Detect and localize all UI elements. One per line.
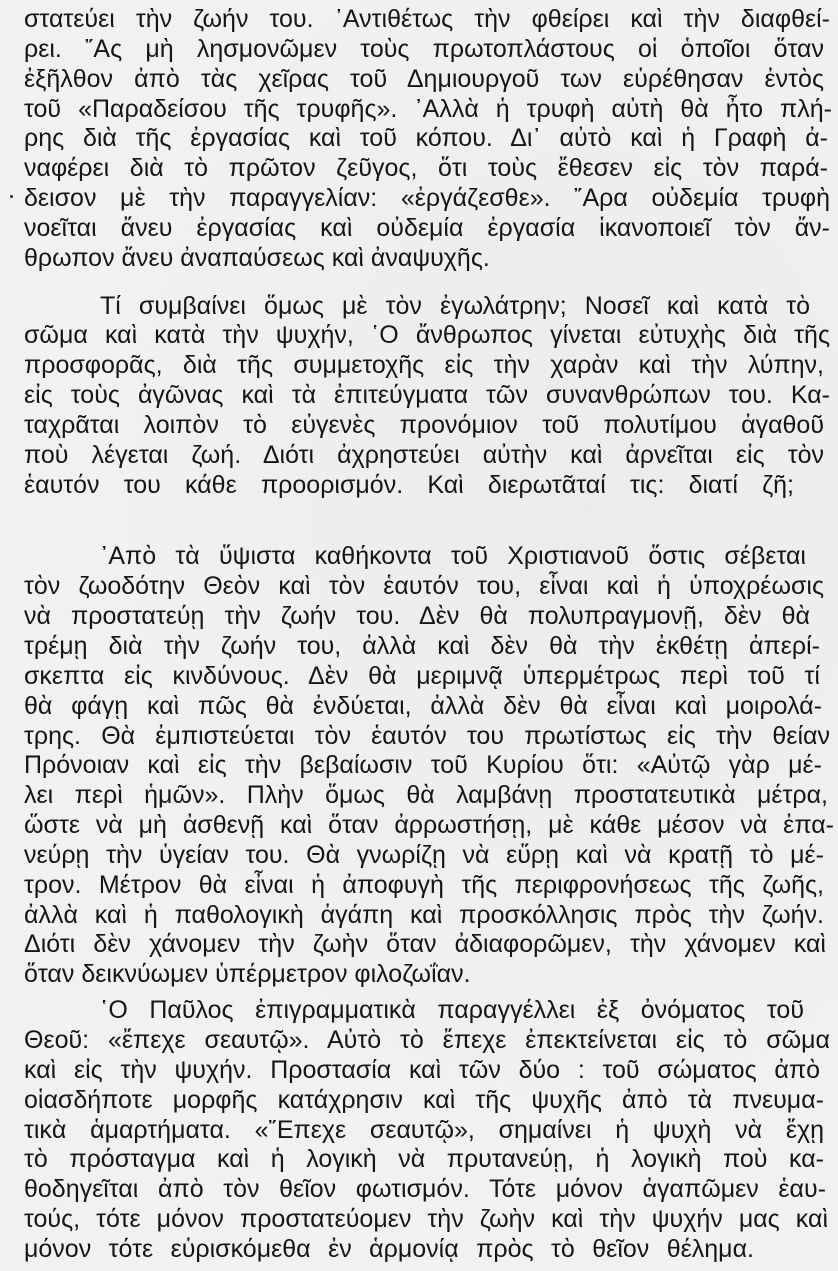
text-line	[0, 34, 838, 64]
text-line	[0, 1055, 838, 1085]
text-line-content: Διότι δὲν χάνομεν τὴν ζωὴν ὅταν ἀδιαφορῶμεν, τὴν χάνομεν καὶ	[24, 930, 826, 958]
text-line-content: τρον. Μέτρον θὰ εἶναι ἡ ἀποφυγὴ τῆς περιφρονήσεως τῆς ζωῆς,	[24, 871, 824, 899]
text-line-content: ἀλλὰ καὶ ἡ παθολογικὴ ἀγάπη καὶ προσκόλλησις πρὸς τὴν ζωήν.	[24, 901, 824, 929]
text-line-content: θὰ φάγῃ καὶ πῶς θὰ ἐνδύεται, ἀλλὰ δὲν θὰ εἶναι καὶ μοιρολά-	[24, 692, 822, 720]
text-line-content: ἑαυτόν του κάθε προορισμόν. Καὶ διερωτᾶταί τις: διατί ζῆ;	[24, 471, 794, 499]
text-line-content: ὅταν δεικνύωμεν ὑπέρμετρον φιλοζωΐαν.	[24, 960, 471, 988]
text-line	[0, 1204, 838, 1234]
text-line-content: ὥστε νὰ μὴ ἀσθενῇ καὶ ὅταν ἀρρωστήσῃ, μὲ κάθε μέσον νὰ ἐπα-	[24, 811, 834, 839]
text-line-content: θοδηγεῖται ἀπὸ τὸν θεῖον φωτισμόν. Τότε μόνον ἀγαπῶμεν ἑαυ-	[24, 1175, 826, 1203]
text-line	[0, 320, 838, 350]
text-line-content: εἰς τοὺς ἀγῶνας καὶ τὰ ἐπιτεύγματα τῶν συνανθρώπων του. Κα-	[24, 381, 830, 409]
text-line-content: ῾Ο Παῦλος ἐπιγραμματικὰ παραγγέλλει ἐξ ὀνόματος τοῦ	[100, 996, 804, 1024]
text-line	[0, 1144, 838, 1174]
text-line-content: Τί συμβαίνει ὅμως μὲ τὸν ἐγωλάτρην; Νοσεῖ καὶ κατὰ τὸ	[100, 292, 810, 320]
text-line	[0, 64, 838, 94]
text-line-content: τρέμῃ διὰ τὴν ζωήν του, ἀλλὰ καὶ δὲν θὰ τὴν ἐκθέτῃ ἀπερί-	[24, 632, 820, 660]
text-line	[0, 541, 838, 571]
text-line-content: τὸ πρόσταγμα καὶ ἡ λογικὴ νὰ πρυτανεύῃ, ἡ λογικὴ ποὺ κα-	[24, 1145, 824, 1173]
text-line	[0, 810, 838, 840]
text-line	[0, 291, 838, 321]
text-line-content: τούς, τότε μόνον προστατεύομεν τὴν ζωὴν καὶ τὴν ψυχήν μας καὶ	[24, 1205, 828, 1233]
text-line-content: τικὰ ἁμαρτήματα. «῎Επεχε σεαυτῷ», σημαίνει ἡ ψυχὴ νὰ ἔχῃ	[24, 1116, 824, 1144]
text-line-content: λει περὶ ἡμῶν». Πλὴν ὅμως θὰ λαμβάνῃ προστατευτικὰ μέτρα,	[24, 781, 828, 809]
text-line	[0, 153, 838, 183]
text-line	[0, 601, 838, 631]
text-line	[0, 123, 838, 153]
text-line	[0, 94, 838, 124]
text-line-content: θρωπον ἄνευ ἀναπαύσεως καὶ ἀναψυχῆς.	[24, 244, 490, 272]
text-line	[0, 631, 838, 661]
text-line-content: νεύρῃ τὴν ὑγείαν του. Θὰ γνωρίζῃ νὰ εὕρῃ καὶ νὰ κρατῇ τὸ μέ-	[24, 841, 824, 869]
text-line-content: προσφορᾶς, διὰ τῆς συμμετοχῆς εἰς τὴν χαρὰν καὶ τὴν λύπην,	[24, 351, 824, 379]
text-line	[0, 380, 838, 410]
text-line	[0, 750, 838, 780]
text-line	[0, 470, 838, 500]
text-line-content: μόνον τότε εὑρισκόμεθα ἐν ἁρμονίᾳ πρὸς τὸ θεῖον θέλημα.	[24, 1235, 754, 1263]
text-line-content: τοῦ «Παραδείσου τῆς τρυφῆς». ᾿Αλλὰ ἡ τρυφὴ αὐτὴ θὰ ἦτο πλή-	[24, 95, 832, 123]
text-line-content: ποὺ λέγεται ζωή. Διότι ἀχρηστεύει αὐτὴν καὶ ἀρνεῖται εἰς τὸν	[24, 441, 824, 469]
text-line-content: σκεπτα εἰς κινδύνους. Δὲν θὰ μεριμνᾷ ὑπερμέτρως περὶ τοῦ τί	[24, 662, 820, 690]
text-line-content: δεισον μὲ τὴν παραγγελίαν: «ἐργάζεσθε». ῎Αρα οὐδεμία τρυφὴ	[24, 184, 830, 212]
text-line	[0, 410, 838, 440]
text-line	[0, 1174, 838, 1204]
text-line-content: καὶ εἰς τὴν ψυχήν. Προστασία καὶ τῶν δύο : τοῦ σώματος ἀπὸ	[24, 1056, 820, 1084]
text-line-content: νὰ προστατεύῃ τὴν ζωήν του. Δὲν θὰ πολυπραγμονῇ, δὲν θὰ	[24, 602, 810, 630]
text-line-content: ρει. ῎Ας μὴ λησμονῶμεν τοὺς πρωτοπλάστους οἱ ὁποῖοι ὅταν	[24, 35, 824, 63]
text-line-content: σῶμα καὶ κατὰ τὴν ψυχήν, ῾Ο ἄνθρωπος γίνεται εὐτυχὴς διὰ τῆς	[24, 321, 830, 349]
text-line	[0, 780, 838, 810]
text-line	[0, 1025, 838, 1055]
text-line	[0, 840, 838, 870]
text-line-content: Πρόνοιαν καὶ εἰς τὴν βεβαίωσιν τοῦ Κυρίου ὅτι: «Αὐτῷ γὰρ μέ-	[24, 751, 822, 779]
text-line-content: νοεῖται ἄνευ ἐργασίας καὶ οὐδεμία ἐργασία ἱκανοποιεῖ τὸν ἄν-	[24, 214, 830, 242]
text-line	[0, 691, 838, 721]
text-line	[0, 243, 838, 273]
text-line-content: ναφέρει διὰ τὸ πρῶτον ζεῦγος, ὅτι τοὺς ἔθεσεν εἰς τὸν παρά-	[24, 154, 828, 182]
text-line-content: ταχρᾶται λοιπὸν τὸ εὐγενὲς προνόμιον τοῦ πολυτίμου ἀγαθοῦ	[24, 411, 824, 439]
text-line	[0, 350, 838, 380]
text-line	[0, 995, 838, 1025]
text-line	[0, 661, 838, 691]
text-line-content: ἐξῆλθον ἀπὸ τὰς χεῖρας τοῦ Δημιουργοῦ των εὑρέθησαν ἐντὸς	[24, 65, 824, 93]
text-line	[0, 440, 838, 470]
text-line	[0, 4, 838, 34]
text-line-content: ρης διὰ τῆς ἐργασίας καὶ τοῦ κόπου. Δι᾿ αὐτὸ καὶ ἡ Γραφὴ ἀ-	[24, 124, 828, 152]
text-line	[0, 1115, 838, 1145]
text-line	[0, 870, 838, 900]
text-line	[0, 929, 838, 959]
text-line-content: οἱασδήποτε μορφῆς κατάχρησιν καὶ τῆς ψυχῆς ἀπὸ τὰ πνευμα-	[24, 1086, 824, 1114]
text-line	[0, 721, 838, 751]
text-line	[0, 1234, 838, 1264]
text-line-content: στατεύει τὴν ζωήν του. ᾿Αντιθέτως τὴν φθείρει καὶ τὴν διαφθεί-	[24, 5, 830, 33]
text-line	[0, 183, 838, 213]
text-line	[0, 959, 838, 989]
text-line	[0, 571, 838, 601]
text-line	[0, 1085, 838, 1115]
text-line-content: τὸν ζωοδότην Θεὸν καὶ τὸν ἑαυτόν του, εἶναι καὶ ἡ ὑποχρέωσις	[24, 572, 824, 600]
text-line-content: τρης. Θὰ ἐμπιστεύεται τὸν ἑαυτόν του πρωτίστως εἰς τὴν θείαν	[24, 722, 830, 750]
text-line	[0, 213, 838, 243]
text-line-content: Θεοῦ: «ἔπεχε σεαυτῷ». Αὐτὸ τὸ ἔπεχε ἐπεκτείνεται εἰς τὸ σῶμα	[24, 1026, 830, 1054]
text-line-content: ᾿Απὸ τὰ ὕψιστα καθήκοντα τοῦ Χριστιανοῦ ὅστις σέβεται	[100, 542, 806, 570]
text-line	[0, 900, 838, 930]
